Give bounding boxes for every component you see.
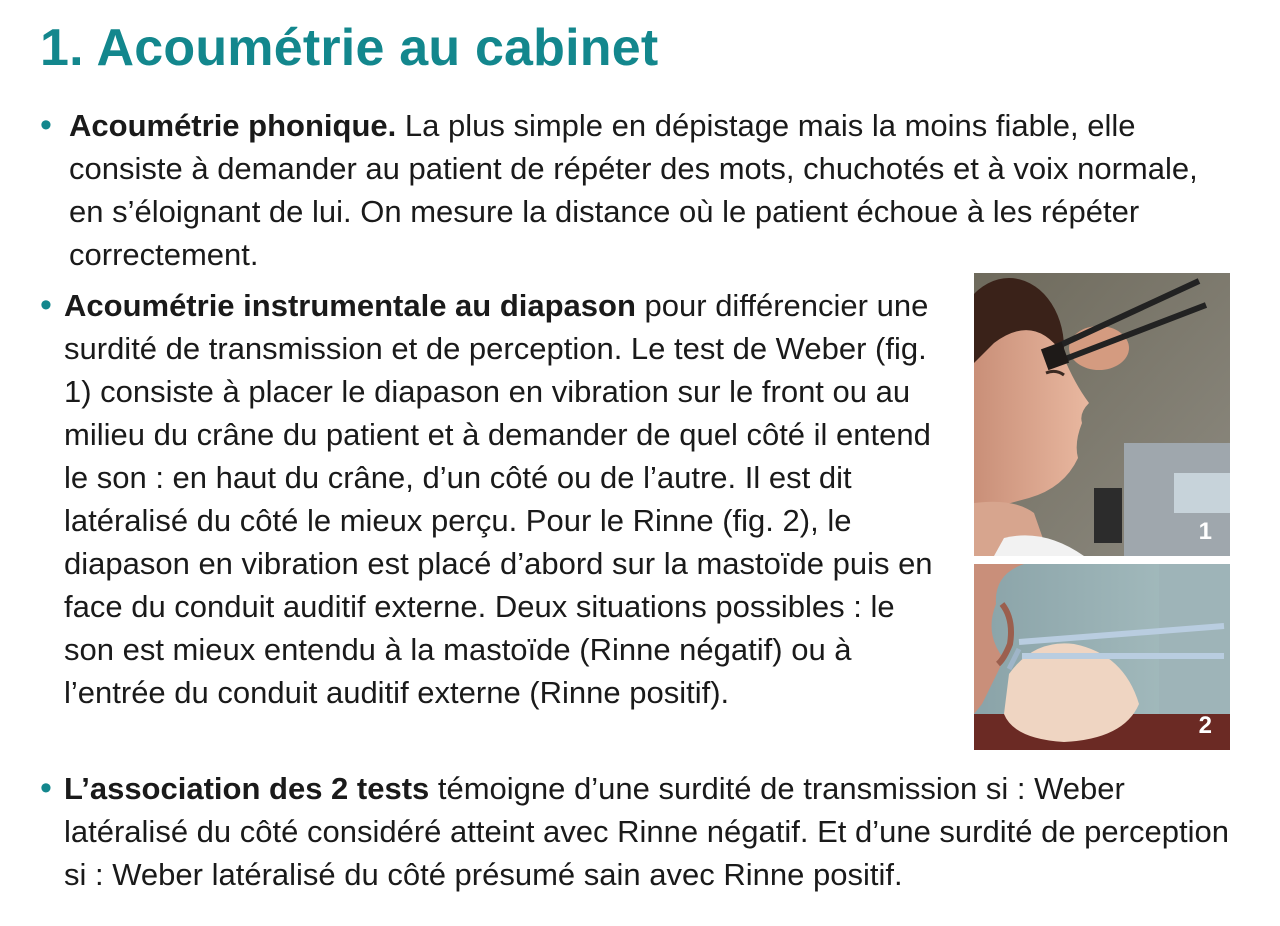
figure-rinne-test-photo [974,564,1230,750]
section-diapason [64,284,944,714]
section-association [64,767,1254,896]
section-lead: L’association des 2 tests [64,771,430,806]
weber-photo-illustration [974,273,1230,556]
figure-weber-test-photo [974,273,1230,556]
section-text: pour différencier une surdité de transmission et de perception. Le test de Weber (fig. 1) consiste à placer le diapason en vibration sur le front ou au milieu du crâne du patient et à demander de quel côté il entend le son : en haut du crâne, d’un côté ou de l’autre. Il est dit latéralisé du côté le mieux perçu. Pour le Rinne (fig. 2), le diapason en vibration est placé d’abord sur la mastoïde puis en face du conduit auditif externe. Deux situations possibles : le son est mieux entendu à la mastoïde (Rinne négatif) ou à l’entrée du conduit auditif externe (Rinne positif). [64,288,933,710]
section-text: témoigne d’une surdité de transmission si : Weber latéralisé du côté considéré atteint avec Rinne négatif. Et d’une surdité de perception si : Weber latéralisé du côté présumé sain avec Rinne positif. [64,771,1229,892]
section-phonique [69,104,1239,276]
bullet-marker: • [40,286,52,324]
bullet-marker: • [40,769,52,807]
section-text: La plus simple en dépistage mais la moins fiable, elle consiste à demander au patient de répéter des mots, chuchotés et à voix normale, en s’éloignant de lui. On mesure la distance où le patient échoue à les répéter correctement. [69,108,1198,272]
rinne-photo-illustration [974,564,1230,750]
section-lead: Acoumétrie phonique. [69,108,397,143]
figure-number: 1 [1198,518,1212,545]
figure-number: 2 [1198,712,1212,739]
page-title: 1. Acoumétrie au cabinet [40,19,659,77]
bullet-marker: • [40,106,52,144]
section-lead: Acoumétrie instrumentale au diapason [64,288,636,323]
